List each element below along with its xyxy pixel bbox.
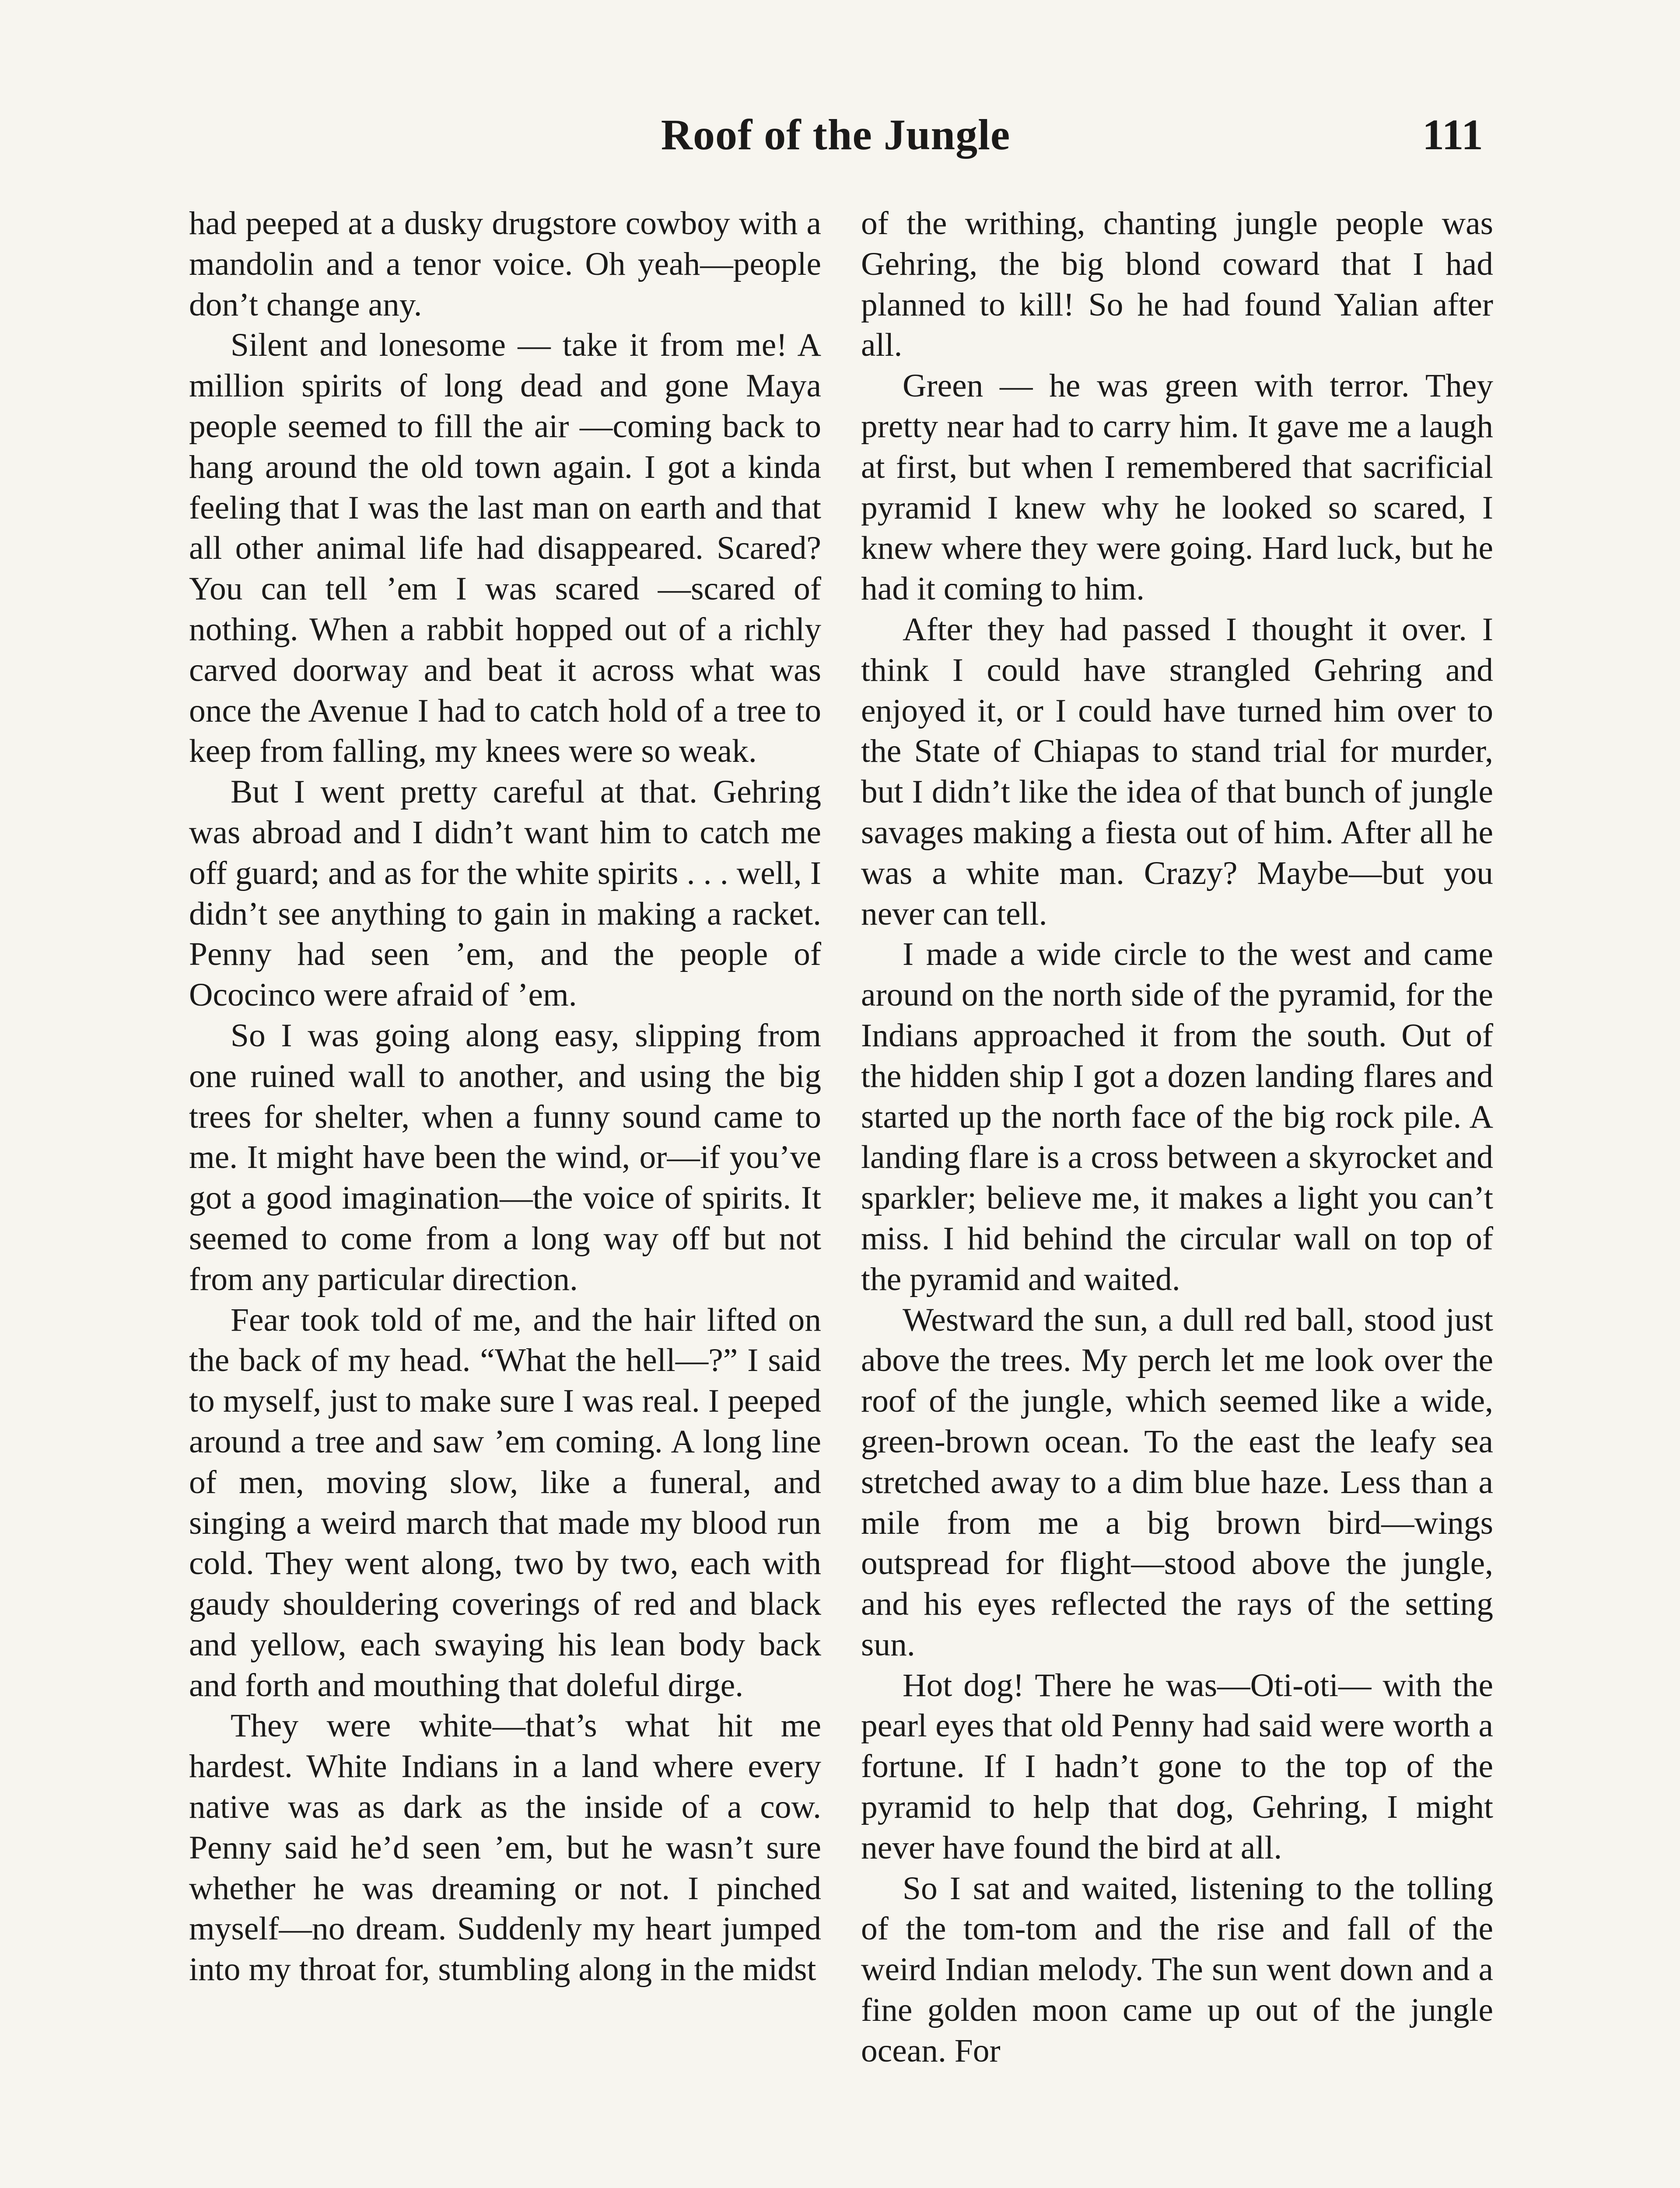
paragraph: Fear took told of me, and the hair lifted on the back of my head. “What the hell—?” I said to myself, just to make sure I was real. I peeped around a tree and saw ’em coming. A long line of men, moving slow, like a funeral, and singing a weird march that made my blood run cold. They went along, two by two, each with gaudy shouldering coverings of red and black and yellow, each swaying his lean body back and forth and mouthing that doleful dirge. [189,1301,821,1704]
page-number: 111 [1422,110,1483,159]
paragraph: I made a wide circle to the west and came around on the north side of the pyramid, for the Indians approached it from the south. Out of the hidden ship I got a dozen landing flares and started up the north face of the big rock pile. A landing flare is a cross between a skyrocket and sparkler; believe me, it makes a light you can’t miss. I hid behind the circular wall on top of the pyramid and waited. [861,936,1493,1297]
right-column [861,203,1493,2072]
paragraph: They were white—that’s what hit me hardest. White Indians in a land where every native was as dark as the inside of a cow. Penny said he’d seen ’em, but he wasn’t sure whether he was dreaming or not. I pinched myself—no dream. Suddenly my heart jumped into my throat for, stumbling along in the midst [189,1708,821,1988]
paragraph: So I sat and waited, listening to the tolling of the tom-tom and the rise and fall of the weird Indian melody. The sun went down and a fine golden moon came up out of the jungle ocean. For [861,1870,1493,2069]
running-title: Roof of the Jungle [661,110,1011,159]
paragraph: But I went pretty careful at that. Gehring was abroad and I didn’t want him to catch me off guard; and as for the white spirits . . . well, I didn’t see anything to gain in making a racket. Penny had seen ’em, and the people of Ococinco were afraid of ’em. [189,774,821,1013]
paragraph: Westward the sun, a dull red ball, stood just above the trees. My perch let me look over the roof of the jungle, which seemed like a wide, green-brown ocean. To the east the leafy sea stretched away to a dim blue haze. Less than a mile from me a big brown bird—wings outspread for flight—stood above the jungle, and his eyes reflected the rays of the setting sun. [861,1301,1493,1663]
paragraph: Silent and lonesome — take it from me! A million spirits of long dead and gone Maya people seemed to fill the air —coming back to hang around the old town again. I got a kinda feeling that I was the last man on earth and that all other animal life had disappeared. Scared? You can tell ’em I was scared —scared of nothing. When a rabbit hopped out of a richly carved doorway and beat it across what was once the Avenue I had to catch hold of a tree to keep from falling, my knees were so weak. [189,327,821,770]
paragraph: Hot dog! There he was—Oti-oti— with the pearl eyes that old Penny had said were worth a fortune. If I hadn’t gone to the top of the pyramid to help that dog, Gehring, I might never have found the bird at all. [861,1667,1493,1866]
paragraph: Green — he was green with terror. They pretty near had to carry him. It gave me a laugh at first, but when I remembered that sacrificial pyramid I knew why he looked so scared, I knew where they were going. Hard luck, but he had it coming to him. [861,368,1493,607]
paragraph: had peeped at a dusky drugstore cowboy with a mandolin and a tenor voice. Oh yeah—people don’t change any. [189,205,821,323]
paragraph: After they had passed I thought it over. I think I could have strangled Gehring and enjoyed it, or I could have turned him over to the State of Chiapas to stand trial for murder, but I didn’t like the idea of that bunch of jungle savages making a fiesta out of him. After all he was a white man. Crazy? Maybe—but you never can tell. [861,611,1493,932]
paragraph: So I was going along easy, slipping from one ruined wall to another, and using the big trees for shelter, when a funny sound came to me. It might have been the wind, or—if you’ve got a good imagination—the voice of spirits. It seemed to come from a long way off but not from any particular direction. [189,1017,821,1297]
paragraph: of the writhing, chanting jungle people was Gehring, the big blond coward that I had planned to kill! So he had found Yalian after all. [861,205,1493,364]
left-column [189,203,821,1990]
running-header [188,109,1483,171]
